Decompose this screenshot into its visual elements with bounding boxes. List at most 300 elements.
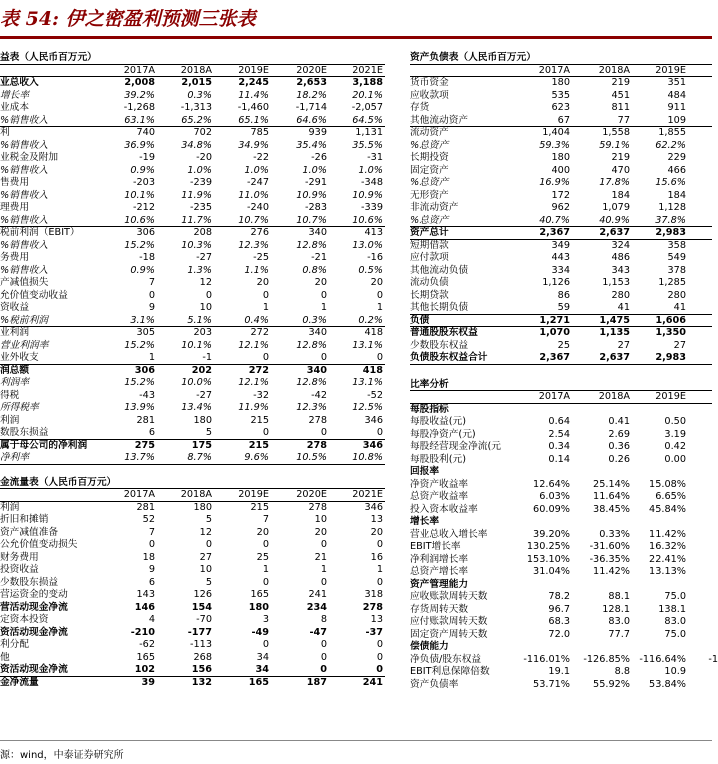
- cell-value: -27: [196, 252, 212, 263]
- table-row: [0, 177, 385, 190]
- cell-value: 2,983: [655, 352, 686, 363]
- cell-value: -25: [253, 252, 269, 263]
- cell-value: -291: [305, 177, 327, 188]
- cell-value: 1.0%: [244, 164, 269, 176]
- cell-value: 16: [370, 551, 383, 563]
- table-row: [0, 277, 385, 290]
- table-row: [0, 152, 385, 165]
- row-label: %销售收入: [0, 189, 48, 201]
- cell-value: 22.41%: [649, 553, 686, 565]
- cell-value: 276: [250, 227, 269, 238]
- cell-value: 10.7%: [296, 214, 327, 226]
- row-label: 负债股东权益合计: [410, 352, 488, 363]
- cell-value: 146: [134, 601, 155, 613]
- cell-value: -2,057: [351, 102, 383, 113]
- cell-value: 18.2%: [296, 89, 327, 101]
- table-row: [410, 491, 712, 504]
- cell-value: -32: [253, 389, 269, 401]
- row-label: 净利率: [0, 452, 30, 463]
- row-label: 业成本: [0, 102, 30, 113]
- table-row: [410, 454, 712, 467]
- section-header: 资产负债表（人民币百万元）: [410, 52, 536, 63]
- row-label: 投入资本收益率: [410, 503, 478, 515]
- cell-value: 75.0: [664, 628, 686, 640]
- cell-value: 0: [320, 289, 327, 301]
- cell-value: 11.9%: [181, 189, 212, 201]
- row-label: %销售收入: [0, 214, 48, 226]
- cell-value: -22: [253, 152, 269, 163]
- cell-value: 165: [248, 676, 269, 688]
- cell-value: 3.1%: [130, 314, 155, 326]
- row-label: 少数股东损益: [0, 576, 59, 588]
- cell-value: 0: [205, 289, 212, 301]
- cell-value: 77: [617, 114, 630, 126]
- cell-value: 1: [262, 564, 269, 575]
- cell-value: 358: [667, 239, 686, 251]
- row-label: 利润: [0, 501, 20, 513]
- row-label: 其他流动资产: [410, 114, 469, 126]
- cell-value: 6.65%: [655, 491, 686, 502]
- cell-value: 12.1%: [238, 339, 269, 351]
- cell-value: 20.1%: [352, 89, 383, 101]
- cell-value: -31: [367, 152, 383, 163]
- cell-value: 37.8%: [655, 214, 686, 226]
- cell-value: -49: [251, 626, 269, 638]
- cell-value: 9: [148, 564, 155, 575]
- cell-value: 0: [376, 639, 383, 650]
- row-label: 所得税率: [0, 402, 39, 413]
- cell-value: 10.8%: [352, 452, 383, 463]
- cell-value: 12.64%: [533, 478, 570, 490]
- cell-value: 1,558: [602, 127, 630, 138]
- table-row: [0, 614, 385, 627]
- cell-value: -43: [139, 389, 155, 401]
- table-row: [410, 479, 712, 492]
- cell-value: 418: [362, 364, 383, 376]
- cell-value: 13.4%: [181, 402, 212, 413]
- table-row: [0, 527, 385, 540]
- cell-value: 15.2%: [124, 377, 155, 388]
- cell-value: 12.5%: [352, 402, 383, 413]
- cell-value: 12.3%: [296, 402, 327, 413]
- table-row: [410, 554, 712, 567]
- year-header: 2018A: [180, 489, 212, 500]
- cell-value: 19.1: [548, 666, 570, 677]
- cell-value: 77.7: [608, 628, 630, 640]
- cell-value: 1,855: [658, 127, 686, 138]
- row-label: 利: [0, 127, 10, 138]
- cell-value: 12: [199, 277, 212, 288]
- section-header: 比率分析: [410, 378, 449, 390]
- cell-value: 0.9%: [130, 164, 155, 176]
- table-row: [410, 591, 712, 604]
- year-header: 2017A: [538, 391, 570, 402]
- table-row: [410, 529, 712, 542]
- row-label: 非流动资产: [410, 202, 459, 213]
- left-column: [0, 50, 385, 740]
- cell-value: 8.8: [614, 666, 630, 677]
- cell-value: 2,015: [181, 77, 212, 88]
- cell-value: 153.10%: [526, 553, 570, 565]
- cell-value: 11.4%: [238, 89, 269, 101]
- row-label: 售费用: [0, 177, 30, 188]
- cell-value: 83.0: [664, 616, 686, 627]
- cell-value: 53.71%: [533, 678, 570, 690]
- cell-value: 6.03%: [539, 491, 570, 502]
- row-label: 投资收益: [0, 564, 39, 575]
- row-label: 长期投资: [410, 152, 449, 163]
- cell-value: 340: [308, 227, 327, 238]
- cell-value: 175: [191, 439, 212, 451]
- table-row: [0, 502, 385, 515]
- cell-value: -1,714: [295, 102, 327, 113]
- cell-value: 59: [557, 302, 570, 313]
- cell-value: 41: [617, 302, 630, 313]
- cell-value: 180: [551, 77, 570, 88]
- year-header: 2017A: [123, 489, 155, 500]
- cell-value: 0.36: [608, 441, 630, 452]
- row-label: 数股东损益: [0, 427, 49, 438]
- row-label: 资活动现金净流: [0, 664, 68, 675]
- cell-value: 2,637: [599, 352, 630, 363]
- cell-value: 13.1%: [352, 339, 383, 351]
- cell-value: 88.1: [608, 591, 630, 602]
- cell-value: 1.0%: [358, 164, 383, 176]
- cell-value: 443: [551, 252, 570, 263]
- row-label: 少数股东权益: [410, 339, 469, 351]
- row-label: 资产负债率: [410, 678, 459, 690]
- cell-value: 0.3%: [302, 314, 327, 326]
- cell-value: 12.1%: [238, 377, 269, 388]
- cell-value: 4: [148, 614, 155, 625]
- row-label: 润总额: [0, 364, 30, 376]
- cell-value: 130.25%: [526, 541, 570, 552]
- cell-value: 36.9%: [124, 139, 155, 151]
- source-note: 源：wind，中泰证券研究所: [0, 750, 124, 761]
- cell-value: -247: [247, 177, 269, 188]
- cell-value: 96.7: [548, 603, 570, 615]
- cell-value: 11.64%: [593, 491, 630, 502]
- cell-value: 10.5%: [296, 452, 327, 463]
- cell-value: 35.5%: [352, 139, 383, 151]
- row-label: 产减值损失: [0, 277, 49, 288]
- row-label: 利分配: [0, 639, 30, 650]
- cell-value: 9: [148, 302, 155, 313]
- cell-value: -113: [190, 639, 212, 650]
- cell-value: 12.8%: [296, 239, 327, 251]
- row-label: %税前利润: [0, 314, 48, 326]
- cell-value: 25.14%: [593, 478, 630, 490]
- cell-value: 55.92%: [593, 678, 630, 690]
- cell-value: -283: [305, 202, 327, 213]
- cell-value: -210: [130, 626, 155, 638]
- cell-value: 34.8%: [181, 139, 212, 151]
- cell-value: 0: [320, 651, 327, 663]
- cell-value: 11.9%: [238, 402, 269, 413]
- cell-value: 67: [557, 114, 570, 126]
- cell-value: 2,008: [124, 77, 155, 88]
- cell-value: 215: [248, 439, 269, 451]
- cell-value: 2,367: [539, 227, 570, 238]
- cell-value: 1,285: [658, 277, 686, 288]
- cell-value: 6: [148, 427, 155, 438]
- row-label: 净资产收益率: [410, 478, 469, 490]
- table-row: [0, 440, 385, 453]
- cell-value: 15.2%: [124, 239, 155, 251]
- cell-value: -27: [196, 389, 212, 401]
- cell-value: 1: [148, 352, 155, 363]
- year-header: 2019E: [655, 391, 686, 402]
- row-label: 短期借款: [410, 239, 449, 251]
- table-row: [0, 627, 385, 640]
- cell-value: 10.3%: [181, 239, 212, 251]
- year-header: 2019E: [238, 64, 269, 76]
- cell-value: 10: [314, 514, 327, 525]
- cell-value: -36.35%: [589, 553, 630, 565]
- table-row: [0, 365, 385, 378]
- row-rule: [0, 464, 385, 465]
- row-label: 总资产收益率: [410, 491, 469, 502]
- cell-value: 10.1%: [124, 189, 155, 201]
- row-label: 应收账款周转天数: [410, 591, 488, 602]
- cell-value: 2,983: [655, 227, 686, 238]
- row-label: 回报率: [410, 466, 440, 477]
- cell-value: 324: [611, 239, 630, 251]
- cell-value: 2,637: [599, 227, 630, 238]
- row-label: 存货周转天数: [410, 603, 469, 615]
- cell-value: 219: [611, 152, 630, 163]
- cell-value: 10.1%: [181, 339, 212, 351]
- row-label: 业税金及附加: [0, 152, 59, 163]
- cell-value: 59.1%: [599, 139, 630, 151]
- cell-value: 156: [191, 664, 212, 675]
- cell-value: 275: [134, 439, 155, 451]
- cell-value: 0: [205, 539, 212, 550]
- cell-value: 0: [376, 352, 383, 363]
- cell-value: 13: [370, 514, 383, 525]
- cell-value: 272: [250, 327, 269, 338]
- table-row: [0, 327, 385, 340]
- cell-value: 25: [256, 551, 269, 563]
- cell-value: 334: [551, 264, 570, 276]
- cell-value: 10: [199, 302, 212, 313]
- table-row: [0, 677, 385, 690]
- cell-value: 0.9%: [130, 264, 155, 276]
- cell-value: 15.08%: [649, 478, 686, 490]
- row-label: %销售收入: [0, 264, 48, 276]
- cell-value: -126.85%: [583, 653, 630, 665]
- cell-value: -52: [367, 389, 383, 401]
- row-label: %销售收入: [0, 139, 48, 151]
- cell-value: 1,475: [599, 314, 630, 326]
- cell-value: 0: [320, 539, 327, 550]
- row-label: %总资产: [410, 139, 449, 151]
- cell-value: 38.45%: [593, 503, 630, 515]
- cell-value: 340: [306, 364, 327, 376]
- table-row: [0, 577, 385, 590]
- cell-value: 5: [205, 576, 212, 588]
- cell-value: 39.2%: [124, 89, 155, 101]
- cell-value: 59.3%: [539, 139, 570, 151]
- cell-value: 0.34: [548, 441, 570, 452]
- table-row: [410, 277, 712, 290]
- cell-value: 0: [376, 651, 383, 663]
- cell-value: 45.84%: [649, 503, 686, 515]
- cell-value: 1,404: [542, 127, 570, 138]
- cell-value: 20: [256, 277, 269, 288]
- row-label: %总资产: [410, 214, 449, 226]
- table-row: [0, 265, 385, 278]
- row-label: 利润率: [0, 377, 30, 388]
- cell-value: 1.0%: [187, 164, 212, 176]
- cell-value: -21: [311, 252, 327, 263]
- cell-value: 272: [248, 364, 269, 376]
- cell-value: -62: [139, 639, 155, 650]
- row-label: 增长率: [410, 516, 440, 527]
- cell-value: 241: [362, 676, 383, 688]
- cell-value: 11.42%: [593, 566, 630, 577]
- cell-value: 0: [262, 576, 269, 588]
- cell-value: 2,245: [238, 77, 269, 88]
- row-label: 营活动现金净流: [0, 601, 68, 613]
- table-row: [0, 290, 385, 303]
- row-label: 金净流量: [0, 676, 39, 688]
- cell-value: -348: [361, 177, 383, 188]
- table-row: [410, 541, 712, 554]
- cell-value: 27: [199, 551, 212, 563]
- cell-value: 63.1%: [124, 114, 155, 126]
- table-row: [0, 190, 385, 203]
- cell-value: 0: [262, 639, 269, 650]
- cell-value: 86: [557, 289, 570, 301]
- cell-value: 5.1%: [187, 314, 212, 326]
- table-row: [0, 252, 385, 265]
- row-label: 应收款项: [410, 89, 449, 101]
- cell-value: -70: [196, 614, 212, 625]
- cell-value: 184: [611, 189, 630, 201]
- cell-value: 400: [551, 164, 570, 176]
- cell-value: -1,268: [123, 102, 155, 113]
- cell-value: 0: [148, 539, 155, 550]
- row-label: 营运资金的变动: [0, 589, 68, 600]
- cell-value: 10.9%: [352, 189, 383, 201]
- cell-value: 20: [314, 277, 327, 288]
- cell-value: 378: [667, 264, 686, 276]
- cell-value: 1,070: [539, 327, 570, 338]
- cell-value: 11.42%: [649, 528, 686, 540]
- row-label: EBIT增长率: [410, 541, 461, 552]
- year-header: 2018A: [180, 64, 212, 76]
- cell-value: 623: [551, 102, 570, 113]
- row-label: %销售收入: [0, 114, 48, 126]
- cell-value: 154: [191, 601, 212, 613]
- cell-value: 0: [320, 576, 327, 588]
- row-label: 得税: [0, 389, 20, 401]
- row-label: 定资本投资: [0, 614, 49, 625]
- cell-value: 535: [551, 89, 570, 101]
- row-label: 每股净资产(元): [410, 428, 476, 440]
- row-label: 利润: [0, 414, 20, 426]
- table-row: [0, 340, 385, 353]
- cell-value: 0.3%: [187, 89, 212, 101]
- cell-value: 2,367: [539, 352, 570, 363]
- cell-value: 7: [148, 526, 155, 538]
- row-label: 净利润增长率: [410, 553, 469, 565]
- cell-value: 0: [262, 539, 269, 550]
- cell-value: -26: [311, 152, 327, 163]
- table-row: [0, 102, 385, 115]
- cell-value: 2.69: [608, 428, 630, 440]
- cell-value: 13.1%: [352, 377, 383, 388]
- cell-value: 1: [262, 302, 269, 313]
- cell-value: 180: [193, 414, 212, 426]
- cell-value: 0: [148, 289, 155, 301]
- cell-value: 3,188: [352, 77, 383, 88]
- cell-value: 13.0%: [352, 239, 383, 251]
- cell-value: -240: [247, 202, 269, 213]
- cell-value: 39.20%: [533, 528, 570, 540]
- cell-value: 351: [667, 77, 686, 88]
- cell-value: 187: [306, 676, 327, 688]
- cell-value: 0.00: [664, 453, 686, 465]
- row-label: 应付款项: [410, 252, 449, 263]
- table-row: [0, 77, 385, 90]
- cell-value: 208: [193, 227, 212, 238]
- table-row: [410, 629, 712, 642]
- row-label: 固定资产: [410, 164, 449, 176]
- cell-value: 52: [142, 514, 155, 525]
- cell-value: 0: [376, 576, 383, 588]
- cell-value: 5: [205, 427, 212, 438]
- cell-value: 1,271: [539, 314, 570, 326]
- cell-value: 6: [148, 576, 155, 588]
- cell-value: 0: [262, 427, 269, 438]
- cell-value: 65.2%: [181, 114, 212, 126]
- cell-value: 3.19: [664, 428, 686, 440]
- cell-value: 0.42: [664, 441, 686, 452]
- cell-value: 484: [667, 89, 686, 101]
- cell-value: 702: [193, 127, 212, 138]
- cell-value: 165: [136, 651, 155, 663]
- cell-value: 184: [667, 189, 686, 201]
- table-row: [0, 202, 385, 215]
- cell-value: 346: [362, 439, 383, 451]
- cell-value: 219: [611, 77, 630, 88]
- cell-value: 40.7%: [539, 214, 570, 226]
- cell-value: 64.5%: [352, 114, 383, 126]
- cell-value: 68.3: [548, 616, 570, 627]
- cell-value: -116.01%: [523, 653, 570, 665]
- table-row: [410, 177, 712, 190]
- title-rule: [0, 36, 712, 39]
- table-row: [410, 77, 712, 90]
- cell-value: 202: [191, 364, 212, 376]
- cell-value: 0: [376, 427, 383, 438]
- cell-value: 13.7%: [124, 452, 155, 463]
- row-label: 其他流动负债: [410, 264, 469, 276]
- cell-value: 451: [611, 89, 630, 101]
- year-header: 2021E: [352, 489, 383, 500]
- cell-value: 1: [376, 302, 383, 313]
- table-row: [0, 127, 385, 140]
- cell-value: 172: [551, 189, 570, 201]
- year-header: 2017A: [538, 64, 570, 76]
- cell-value: 15.2%: [124, 339, 155, 351]
- cell-value: 41: [673, 302, 686, 313]
- cell-value: 138.1: [658, 603, 686, 615]
- cell-value: 11.0%: [238, 189, 269, 201]
- cell-value: 1: [376, 564, 383, 575]
